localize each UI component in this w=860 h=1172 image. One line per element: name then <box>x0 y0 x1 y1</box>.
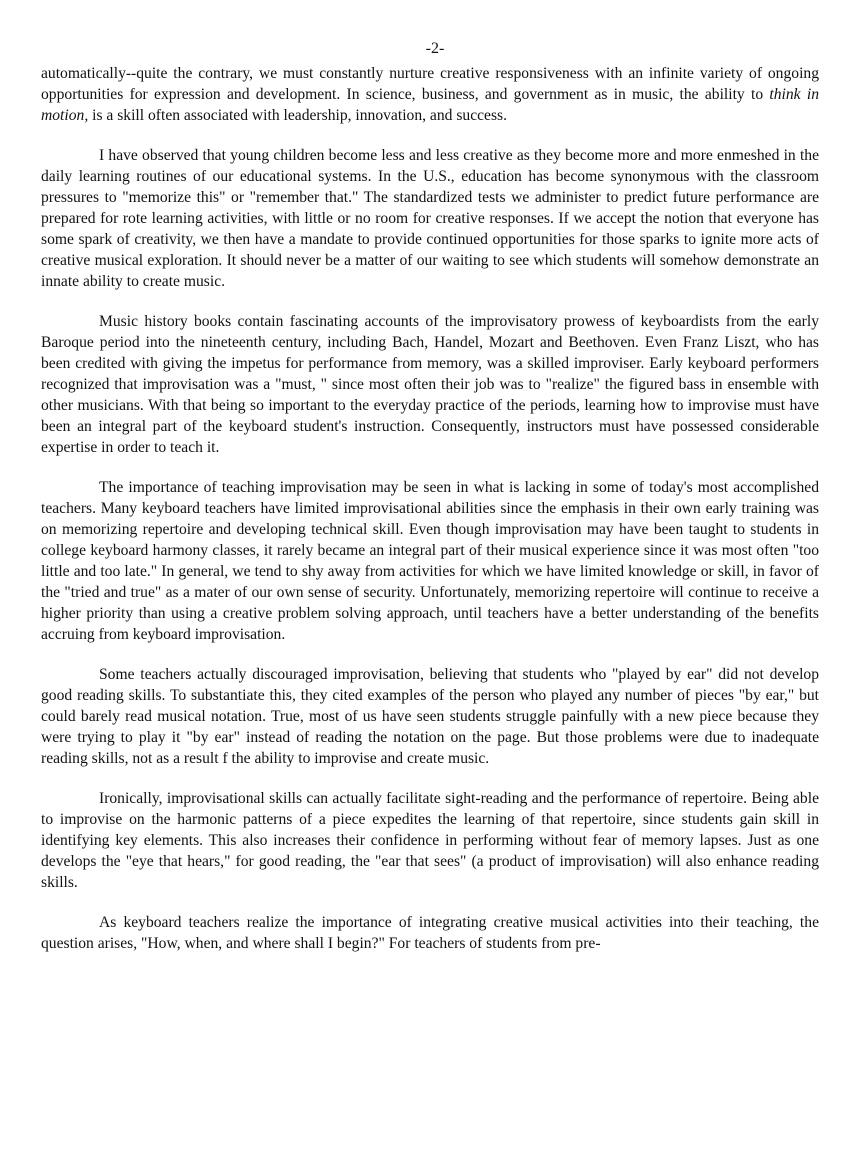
paragraph-3: Music history books contain fascinating accounts of the improvisatory prowess of keyboardists from the early Baroque period into the nineteenth century, including Bach, Handel, Mozart and Beethoven. Even Franz Liszt, who has been credited with giving the impetus for performance from memory, was a skilled improviser. Early keyboard performers recognized that improvisation was a "must, " since most often their job was to "realize" the figured bass in ensemble with other musicians. With that being so important to the everyday practice of the periods, learning how to improvise must have been an integral part of the keyboard student's instruction. Consequently, instructors must have possessed considerable expertise in order to teach it. <box>41 313 819 456</box>
paragraph-7: As keyboard teachers realize the importance of integrating creative musical activities into their teaching, the question arises, "How, when, and where shall I begin?" For teachers of students from pre- <box>41 914 819 952</box>
paragraph-1-text-a: automatically--quite the contrary, we must constantly nurture creative responsiveness with an infinite variety of ongoing opportunities for expression and development. In science, business, and government as in music, the ability to <box>41 65 819 103</box>
paragraph-1-text-b: is a skill often associated with leadership, innovation, and success. <box>88 107 507 124</box>
paragraph-5: Some teachers actually discouraged improvisation, believing that students who "played by ear" did not develop good reading skills. To substantiate this, they cited examples of the person who played any number of pieces "by ear," but could barely read musical notation. True, most of us have seen students struggle painfully with a new piece because they were trying to play it "by ear" instead of reading the notation on the page. But those problems were due to inadequate reading skills, not as a result f the ability to improvise and create music. <box>41 666 819 767</box>
paragraph-6: Ironically, improvisational skills can actually facilitate sight-reading and the performance of repertoire. Being able to improvise on the harmonic patterns of a piece expedites the learning of that repertoire, since students gain skill in identifying key elements. This also increases their confidence in performing without fear of memory lapses. Just as one develops the "eye that hears," for good reading, the "ear that sees" (a product of improvisation) will also enhance reading skills. <box>41 790 819 891</box>
page-number: -2- <box>425 40 445 57</box>
paragraph-1 <box>41 63 819 126</box>
paragraph-2: I have observed that young children become less and less creative as they become more and more enmeshed in the daily learning routines of our educational systems. In the U.S., education has become synonymous with the classroom pressures to "memorize this" or "remember that." The standardized tests we administer to predict future performance are prepared for rote learning activities, with little or no room for creative responses. If we accept the notion that everyone has some spark of creativity, we then have a mandate to provide continued opportunities for those sparks to ignite more acts of creative musical exploration. It should never be a matter of our waiting to see which students will somehow demonstrate an innate ability to create music. <box>41 147 819 290</box>
paragraph-4: The importance of teaching improvisation may be seen in what is lacking in some of today's most accomplished teachers. Many keyboard teachers have limited improvisational abilities since the emphasis in their own early training was on memorizing repertoire and developing technical skill. Even though improvisation may have been taught to students in college keyboard harmony classes, it rarely became an integral part of their musical experience since it was most often "too little and too late." In general, we tend to shy away from activities for which we have limited knowledge or skill, in favor of the "tried and true" as a mater of our own sense of security. Unfortunately, memorizing repertoire will continue to receive a higher priority than using a creative problem solving approach, until teachers have a better understanding of the benefits accruing from keyboard improvisation. <box>41 479 819 643</box>
document-page <box>41 38 819 973</box>
paragraph-1-emphasis: think in motion, <box>41 86 819 124</box>
